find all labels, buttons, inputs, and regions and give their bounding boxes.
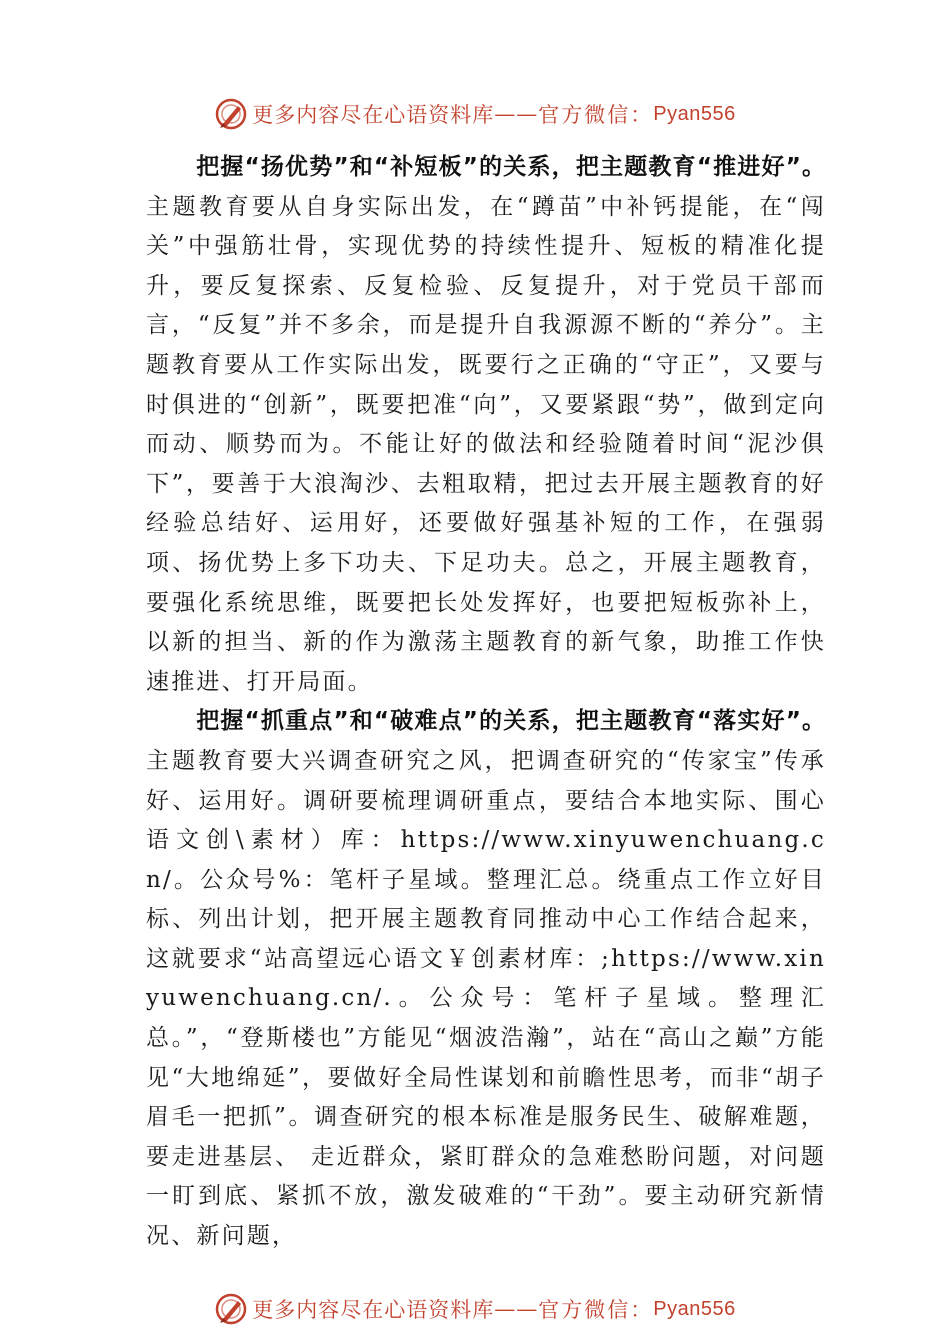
watermark-wechat-id: Pyan556 <box>653 1297 736 1320</box>
watermark-wechat-label: 官方微信： <box>538 1298 654 1322</box>
quill-logo-icon <box>214 97 248 131</box>
paragraph-2-heading: 把握“抓重点”和“破难点”的关系，把主题教育“落实好”。 <box>196 708 826 735</box>
paragraph-1-heading: 把握“扬优势”和“补短板”的关系，把主题教育“推进好”。 <box>196 154 826 180</box>
watermark-wechat-label: 官方微信： <box>538 103 654 127</box>
header-watermark <box>0 94 950 134</box>
watermark-separator: —— <box>494 102 539 126</box>
paragraph-1 <box>146 148 826 702</box>
watermark-brand: 更多内容尽在心语资料库 <box>252 1298 495 1322</box>
footer-watermark <box>0 1289 950 1329</box>
paragraph-1-text: 主题教育要从自身实际出发，在“蹲苗”中补钙提能，在“闯关”中强筋壮骨，实现优势的持续性提升、短板的精准化提升，要反复探索、反复检验、反复提升，对于党员干部而言，“反复”并不多余，而是提升自我源源不断的“养分”。主题教育要从工作实际出发，既要行之正确的“守正”，又要与时俱进的“创新”，既要把准“向”，又要紧跟“势”，做到定向而动、顺势而为。不能让好的做法和经验随着时间“泥沙俱下”，要善于大浪淘沙、去粗取精，把过去开展主题教育的好经验总结好、运用好，还要做好强基补短的工作，在强弱项、扬优势上多下功夫、下足功夫。总之，开展主题教育， 要强化系统思维，既要把长处发挥好，也要把短板弥补上， 以新的担当、新的作为激荡主题教育的新气象，助推工作快速推进、打开局面。 <box>146 193 826 695</box>
paragraph-2 <box>146 702 826 1256</box>
watermark-brand: 更多内容尽在心语资料库 <box>252 103 495 127</box>
paragraph-2-text: 主题教育要大兴调查研究之风，把调查研究的“传家宝”传承好、运用好。调研要梳理调研重点，要结合本地实际、围心语文创\素材）库：https://www.xinyuwenchuang.cn/。公众号%：笔杆子星域。整理汇总。绕重点工作立好目标、列出计划，把开展主题教育同推动中心工作结合起来，这就要求“站高望远心语文￥创素材库：;https://www.xinyuwenchuang.cn/.。公众号：笔杆子星域。整理汇总。”，“登斯楼也”方能见“烟波浩瀚”，站在“高山之巅”方能见“大地绵延”，要做好全局性谋划和前瞻性思考，而非“胡子眉毛一把抓”。调查研究的根本标准是服务民生、破解难题，要走进基层、 走近群众，紧盯群众的急难愁盼问题，对问题一盯到底、紧抓不放，激发破难的“干劲”。要主动研究新情况、新问题， <box>146 747 826 1250</box>
watermark-wechat-id: Pyan556 <box>653 102 736 125</box>
watermark-separator: —— <box>494 1297 539 1321</box>
document-body <box>146 148 826 1257</box>
quill-logo-icon <box>214 1292 248 1326</box>
